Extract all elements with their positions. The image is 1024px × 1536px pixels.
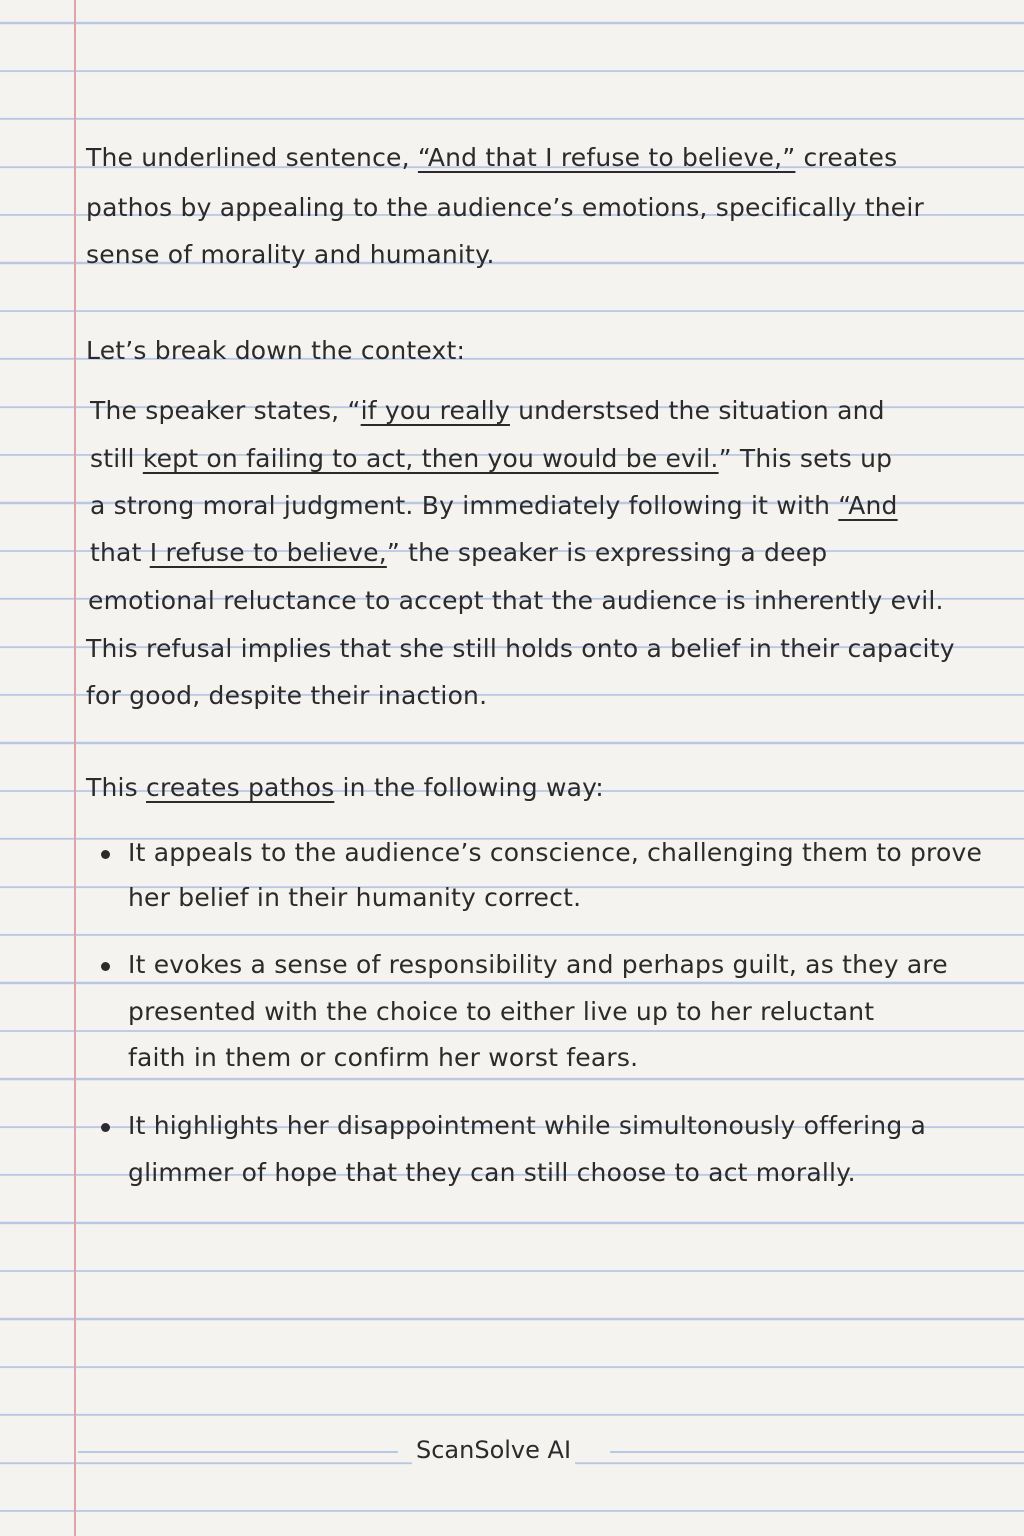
para2-text: that (90, 538, 150, 567)
footer-rule-left (78, 1451, 398, 1453)
para2-text: ” the speaker is expressing a deep (386, 538, 828, 567)
para2-line4 (90, 538, 827, 568)
footer-brand: ScanSolve AI (412, 1434, 575, 1466)
para3-line (86, 773, 604, 803)
para1-line2: pathos by appealing to the audience’s emotions, specifically their (86, 193, 924, 222)
para2-text: The speaker states, “ (90, 396, 361, 425)
para2-text: still (90, 444, 143, 473)
bullet1-line1: It appeals to the audience’s conscience, challenging them to prove (128, 838, 983, 867)
underlined-phrase: “And (838, 491, 898, 520)
underlined-phrase: creates pathos (146, 773, 335, 802)
para2-line6: This refusal implies that she still holds onto a belief in their capacity (86, 634, 955, 663)
underlined-phrase: if you really (360, 396, 510, 425)
para1-text: creates (795, 143, 898, 172)
para2-line1 (90, 396, 885, 426)
para2-text: ” This sets up (718, 444, 893, 473)
underlined-phrase: kept on failing to act, then you would be evil. (142, 444, 719, 473)
para1-line3: sense of morality and humanity. (86, 240, 495, 269)
para2-line3 (90, 491, 898, 521)
bullet-dot (101, 1123, 110, 1132)
context-heading: Let’s break down the context: (86, 336, 466, 365)
underlined-quote: “And that I refuse to believe,” (417, 143, 796, 172)
para2-line7: for good, despite their inaction. (86, 681, 488, 710)
bullet-dot (101, 850, 110, 859)
bullet1-line2: her belief in their humanity correct. (128, 883, 582, 912)
para3-text: This (86, 773, 147, 802)
underlined-phrase: I refuse to believe, (149, 538, 387, 567)
para1-line1 (86, 143, 897, 173)
para2-text: a strong moral judgment. By immediately following it with (90, 491, 839, 520)
bullet2-line1: It evokes a sense of responsibility and perhaps guilt, as they are (128, 950, 948, 979)
para2-line2 (90, 444, 892, 474)
bullet3-line1: It highlights her disappointment while simultonously offering a (128, 1111, 927, 1140)
bullet2-line3: faith in them or confirm her worst fears. (128, 1043, 639, 1072)
para2-line5: emotional reluctance to accept that the audience is inherently evil. (88, 586, 944, 615)
para2-text: understsed the situation and (509, 396, 885, 425)
bullet3-line2: glimmer of hope that they can still choose to act morally. (128, 1158, 856, 1187)
bullet2-line2: presented with the choice to either live up to her reluctant (128, 997, 875, 1026)
para3-text: in the following way: (334, 773, 604, 802)
footer-rule-right (610, 1451, 1024, 1453)
bullet-dot (101, 962, 110, 971)
para1-text: The underlined sentence, (86, 143, 418, 172)
